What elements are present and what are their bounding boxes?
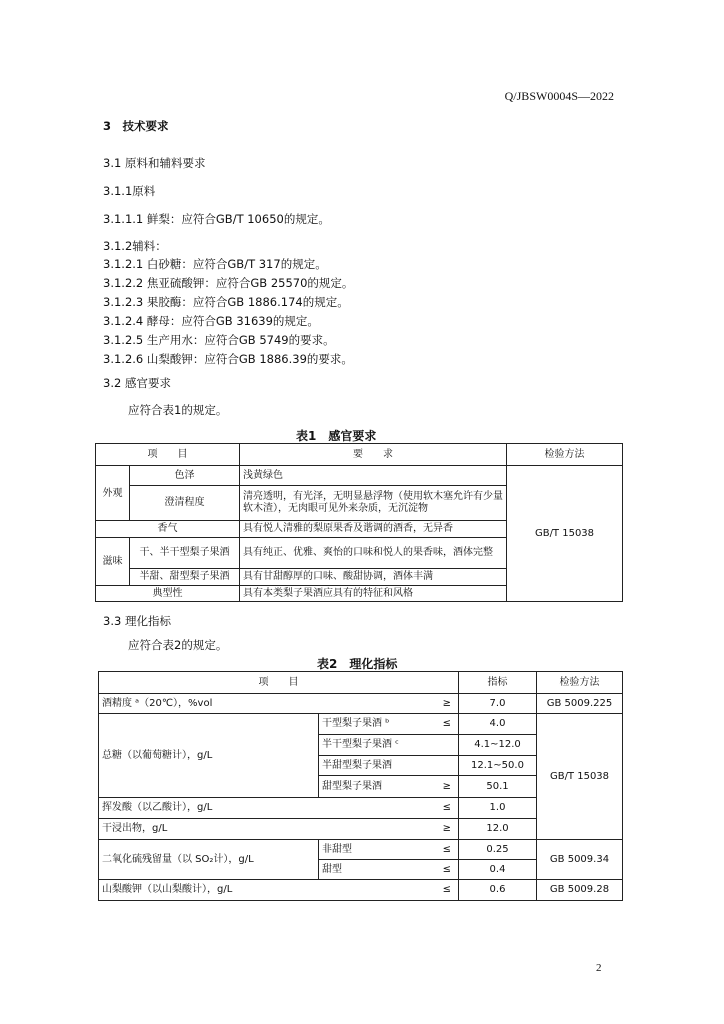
- table-cell: 0.4: [459, 860, 537, 880]
- page-number: 2: [596, 962, 602, 974]
- table-cell: 1.0: [459, 798, 537, 819]
- table-cell: 总糖（以葡萄糖计），g/L: [99, 714, 319, 798]
- table-cell: GB 5009.28: [537, 880, 623, 901]
- row-label: 干型梨子果酒 ᵇ: [322, 718, 390, 729]
- table-cell: 干、半干型梨子果酒: [130, 538, 240, 569]
- table-cell: 半甜型梨子果酒: [319, 756, 459, 776]
- table2-caption: 表2 理化指标: [317, 657, 398, 671]
- comparison-symbol: ≥: [442, 780, 451, 792]
- table1-caption: 表1 感官要求: [296, 429, 377, 443]
- table2-so2-method: GB 5009.34: [537, 840, 623, 880]
- table-cell: 具有悦人清雅的梨原果香及谐调的酒香，无异香: [240, 521, 507, 538]
- table2-physicochemical: [98, 671, 623, 901]
- table1-method: GB/T 15038: [507, 466, 623, 602]
- item-label: 3.1.2.4 酵母：: [103, 314, 182, 328]
- comparison-symbol: ≥: [442, 823, 451, 834]
- list-item: [103, 313, 319, 329]
- row-label: 挥发酸（以乙酸计），g/L: [102, 802, 213, 813]
- item-text: 应符合GB 5749的要求。: [204, 333, 335, 347]
- table-cell: 半甜、甜型梨子果酒: [130, 569, 240, 586]
- table-cell: [99, 819, 459, 840]
- list-item: [103, 351, 353, 367]
- table-cell: 浅黄绿色: [240, 466, 507, 486]
- item-text: 应符合GB 1886.174的规定。: [192, 295, 349, 309]
- table2-header-method: 检验方法: [537, 672, 623, 694]
- section-3-1-1-1: [103, 211, 330, 227]
- table-cell: 50.1: [459, 776, 537, 798]
- table1-header-method: 检验方法: [507, 444, 623, 466]
- table-cell: [99, 880, 459, 901]
- table-cell: 12.1~50.0: [459, 756, 537, 776]
- comparison-symbol: ≤: [442, 863, 451, 875]
- table-cell: 具有纯正、优雅、爽怡的口味和悦人的果香味，酒体完整: [240, 538, 507, 569]
- list-item: [103, 332, 335, 348]
- table-cell: 典型性: [96, 586, 240, 602]
- table-cell: [319, 840, 459, 860]
- table1-header-item: 项 目: [96, 444, 240, 466]
- row-label: 干浸出物，g/L: [102, 823, 168, 834]
- table2-header-index: 指标: [459, 672, 537, 694]
- table-cell: 香气: [96, 521, 240, 538]
- comparison-symbol: ≤: [442, 884, 451, 895]
- table-cell: 清亮透明，有光泽，无明显悬浮物（使用软木塞允许有少量软木渣），无肉眼可见外来杂质，无沉淀物: [240, 486, 507, 521]
- section-3-2-heading: 3.2 感官要求: [103, 376, 171, 390]
- table-cell: 7.0: [459, 694, 537, 714]
- list-item: [103, 294, 349, 310]
- table-cell: [319, 860, 459, 880]
- table-cell: 4.0: [459, 714, 537, 735]
- item-label: 3.1.2.6 山梨酸钾：: [103, 352, 205, 366]
- table2-header-item: 项 目: [99, 672, 459, 694]
- item-label: 3.1.2.3 果胶酶：: [103, 295, 193, 309]
- row-label: 甜型梨子果酒: [322, 780, 382, 792]
- item-text: 应符合GB/T 10650的规定。: [181, 212, 330, 226]
- table-cell: 澄清程度: [130, 486, 240, 521]
- table-cell: GB 5009.225: [537, 694, 623, 714]
- table1-header-req: 要 求: [240, 444, 507, 466]
- table-cell: [319, 714, 459, 735]
- comparison-symbol: ≤: [442, 843, 451, 855]
- table-cell: 具有本类梨子果酒应具有的特征和风格: [240, 586, 507, 602]
- table2-sugar-method: GB/T 15038: [537, 714, 623, 840]
- item-label: 3.1.2.5 生产用水：: [103, 333, 205, 347]
- section-3-1-heading: 3.1 原料和辅料要求: [103, 156, 206, 170]
- table-cell: 0.6: [459, 880, 537, 901]
- section-3-heading: 3 技术要求: [103, 119, 169, 133]
- row-label: 山梨酸钾（以山梨酸计），g/L: [102, 884, 233, 895]
- item-label: 3.1.2.1 白砂糖：: [103, 257, 193, 271]
- table-cell: 4.1~12.0: [459, 735, 537, 756]
- row-label: 酒精度 ᵃ（20℃），%vol: [102, 697, 213, 709]
- table1-sensory: [95, 443, 623, 602]
- table-cell: [319, 776, 459, 798]
- table-cell: [99, 798, 459, 819]
- section-3-2-text: 应符合表1的规定。: [128, 403, 228, 417]
- section-3-1-1-heading: 3.1.1原料: [103, 184, 156, 198]
- comparison-symbol: ≤: [442, 718, 451, 729]
- table-cell: 色泽: [130, 466, 240, 486]
- table1-zimei: 滋味: [96, 538, 130, 586]
- section-3-3-heading: 3.3 理化指标: [103, 614, 171, 628]
- list-item: [103, 275, 353, 291]
- table-cell: 12.0: [459, 819, 537, 840]
- table-cell: 二氧化硫残留量（以 SO₂计），g/L: [99, 840, 319, 880]
- section-3-1-2-heading: 3.1.2辅料：: [103, 239, 167, 253]
- item-text: 应符合GB 31639的规定。: [181, 314, 319, 328]
- list-item: [103, 256, 327, 272]
- row-label: 非甜型: [322, 843, 352, 855]
- table-cell: 半干型梨子果酒 ᶜ: [319, 735, 459, 756]
- comparison-symbol: ≥: [442, 697, 451, 709]
- item-text: 应符合GB/T 317的规定。: [192, 257, 327, 271]
- item-label: 3.1.1.1 鲜梨：: [103, 212, 182, 226]
- item-label: 3.1.2.2 焦亚硫酸钾：: [103, 276, 216, 290]
- table-cell: 0.25: [459, 840, 537, 860]
- comparison-symbol: ≤: [442, 802, 451, 813]
- item-text: 应符合GB 25570的规定。: [215, 276, 354, 290]
- row-label: 甜型: [322, 863, 342, 875]
- table1-waiguan: 外观: [96, 466, 130, 521]
- item-text: 应符合GB 1886.39的要求。: [204, 352, 353, 366]
- table-cell: 具有甘甜醇厚的口味、酸甜协调，酒体丰满: [240, 569, 507, 586]
- section-3-3-text: 应符合表2的规定。: [128, 638, 228, 652]
- table-cell: [99, 694, 459, 714]
- document-code: Q/JBSW0004S—2022: [504, 89, 614, 103]
